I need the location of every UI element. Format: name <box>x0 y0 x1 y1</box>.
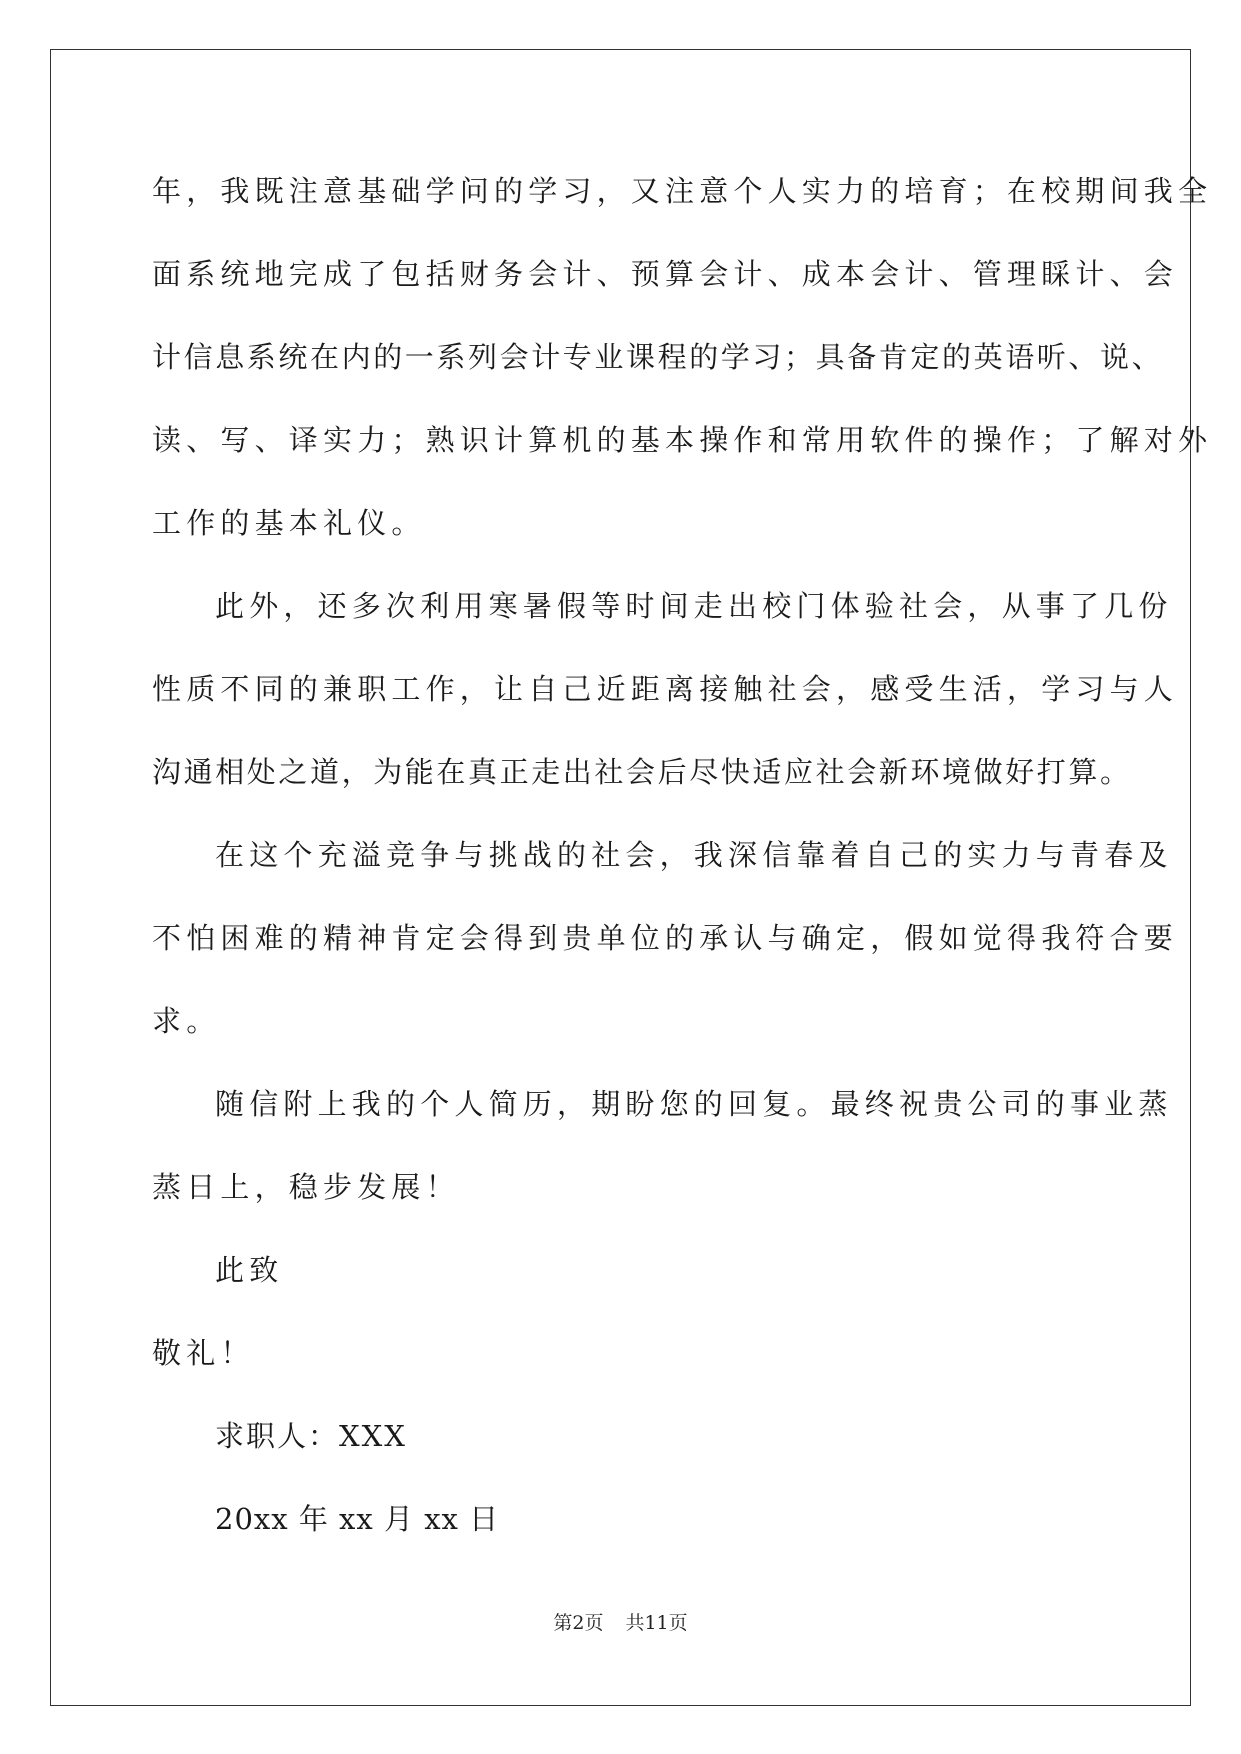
page-total: 共11页 <box>625 1612 688 1634</box>
body-line: 年，我既注意基础学问的学习，又注意个人实力的培育；在校期间我全 <box>152 174 1213 208</box>
signature-date: 20xx 年 xx 月 xx 日 <box>215 1502 500 1536</box>
body-line: 工作的基本礼仪。 <box>152 506 426 540</box>
closing-regards: 敬礼！ <box>152 1336 255 1370</box>
body-line: 性质不同的兼职工作，让自己近距离接触社会，感受生活，学习与人 <box>152 672 1179 706</box>
page-frame <box>50 49 1213 1706</box>
body-line: 不怕困难的精神肯定会得到贵单位的承认与确定，假如觉得我符合要 <box>152 921 1179 955</box>
paragraph-start-line: 此外，还多次利用寒暑假等时间走出校门体验社会，从事了几份 <box>215 589 1173 623</box>
body-line: 求。 <box>152 1004 221 1038</box>
body-line: 面系统地完成了包括财务会计、预算会计、成本会计、管理睬计、会 <box>152 257 1179 291</box>
paragraph-start-line: 随信附上我的个人简历，期盼您的回复。最终祝贵公司的事业蒸 <box>215 1087 1173 1121</box>
page-number: 第2页 <box>553 1612 604 1634</box>
signature-applicant: 求职人：XXX <box>215 1419 407 1453</box>
body-line: 计信息系统在内的一系列会计专业课程的学习；具备肯定的英语听、说、 <box>152 340 1164 374</box>
paragraph-start-line: 在这个充溢竞争与挑战的社会，我深信靠着自己的实力与青春及 <box>215 838 1173 872</box>
closing-salutation: 此致 <box>215 1253 284 1287</box>
page-footer <box>0 1611 1241 1635</box>
body-line: 读、写、译实力；熟识计算机的基本操作和常用软件的操作；了解对外 <box>152 423 1213 457</box>
body-line: 蒸日上，稳步发展！ <box>152 1170 460 1204</box>
body-line: 沟通相处之道，为能在真正走出社会后尽快适应社会新环境做好打算。 <box>152 755 1132 789</box>
